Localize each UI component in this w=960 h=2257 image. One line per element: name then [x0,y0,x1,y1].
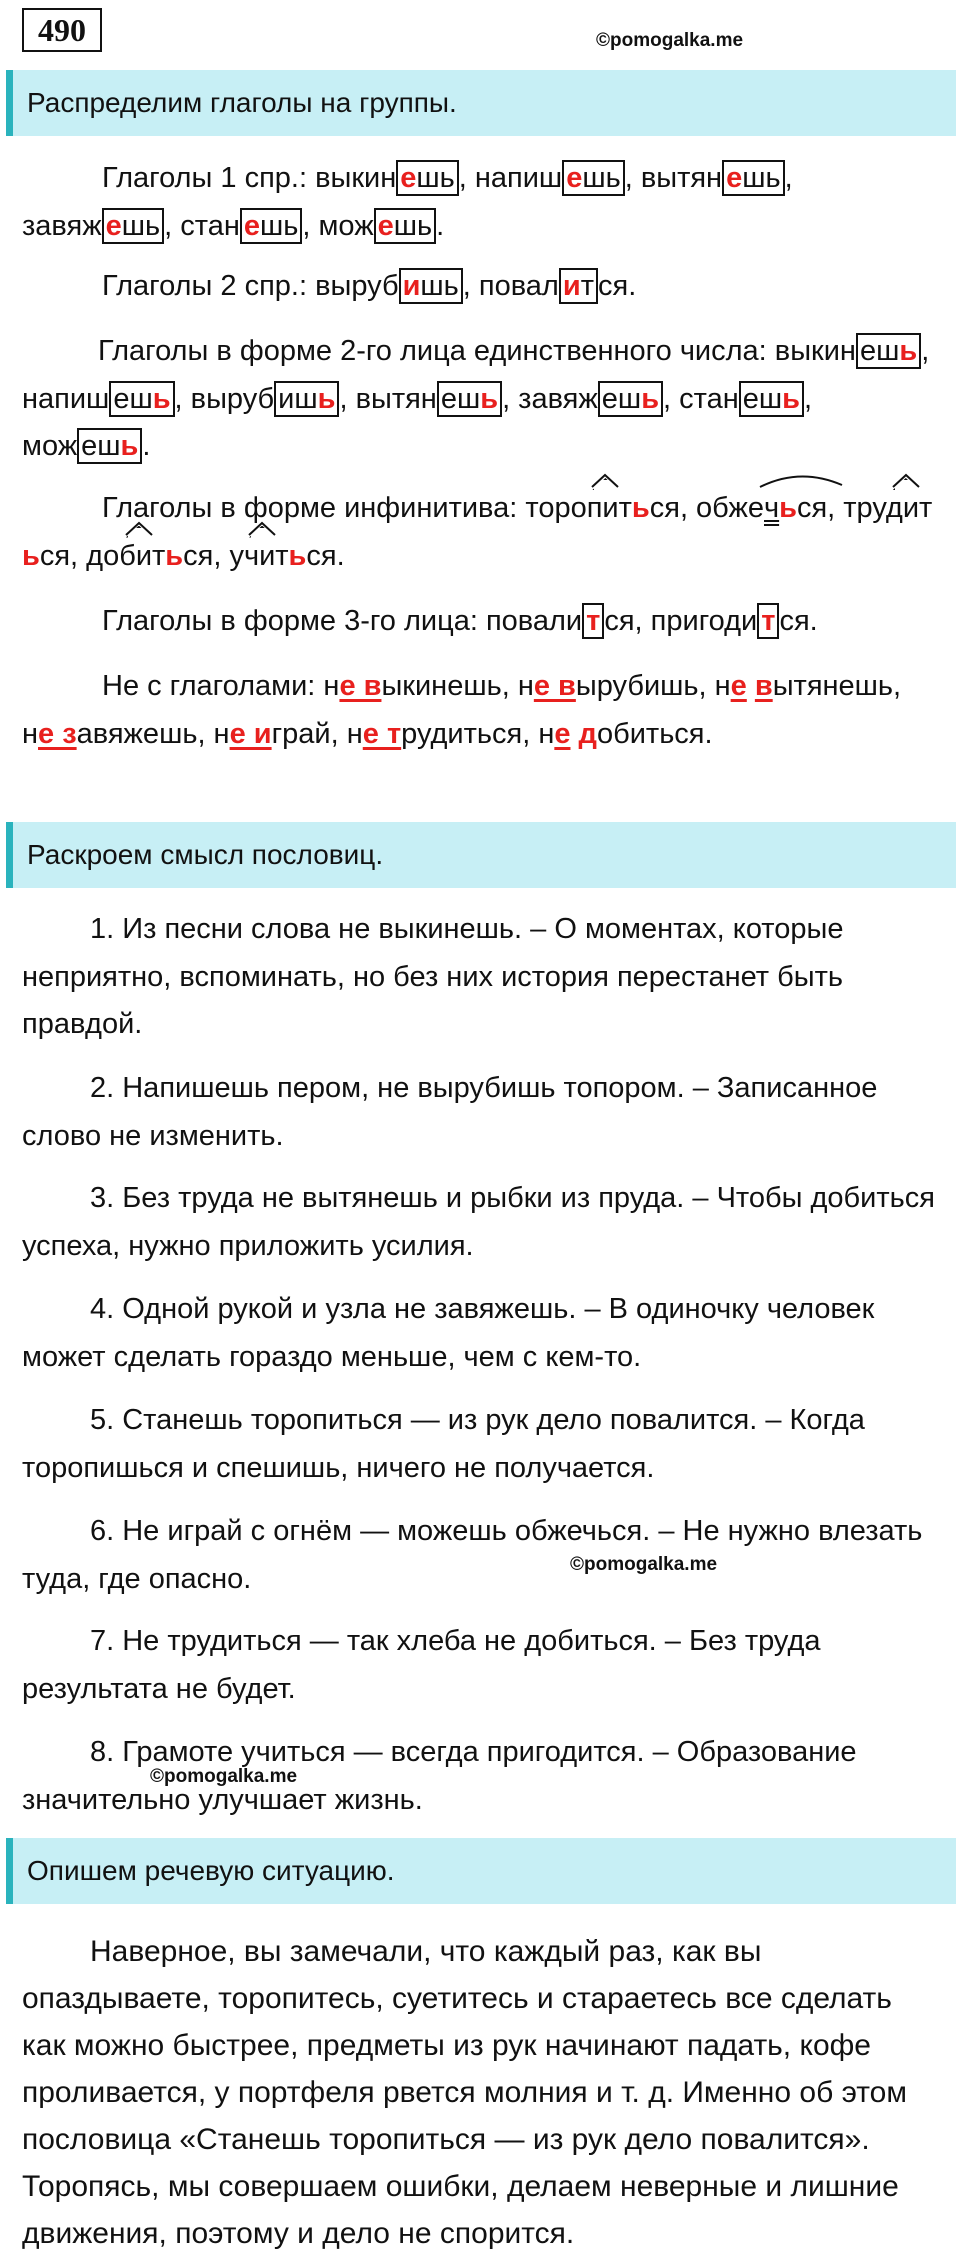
watermark: ©pomogalka.me [596,30,744,51]
proverb-item [22,1286,940,1381]
infinitive-paragraph: Глаголы в форме инфинитива: торопит ься, обжеч ься, трудит ься, добит ься, учит ься. [22,485,940,580]
proverb-text: 2. Напишешь пером, не вырубишь топором. – Записанное слово не изменить. [22,1072,878,1152]
second-person-paragraph: Глаголы в форме 2-го лица единственного числа: выкин ешь , напиш ешь , выруб ишь , вытян ешь , завяж ешь , стан ешь , мож ешь . [22,335,930,462]
section-heading-text: Опишем речевую ситуацию. [27,1855,395,1886]
section-heading-proverbs [6,822,956,888]
infinitive-label: Глаголы в форме инфинитива: [102,492,526,524]
third-person-label: Глаголы в форме 3-го лица: [102,605,486,637]
proverb-text: 4. Одной рукой и узла не завяжешь. – В одиночку человек может сделать гораздо меньше, чем с кем-то. [22,1293,875,1373]
conj2-label: Глаголы 2 спр.: [102,270,316,302]
third-person-paragraph: Глаголы в форме 3-го лица: повали т ся, пригоди т ся. [102,605,818,637]
proverb-text: 3. Без труда не вытянешь и рыбки из пруда. – Чтобы добиться успеха, нужно приложить усилия. [22,1182,935,1262]
conj1-paragraph: Глаголы 1 спр.: выкин ешь , напиш ешь , вытян ешь , завяж ешь , стан ешь , мож ешь . [22,162,793,242]
proverb-text: 6. Не играй с огнём — можешь обжечься. – Не нужно влезать туда, где опасно. [22,1515,923,1595]
proverb-item [22,1065,940,1160]
section-heading-text: Распределим глаголы на группы. [27,87,457,118]
proverb-text: 8. Грамоте учиться — всегда пригодится. – Образование значительно улучшает жизнь. [22,1736,857,1816]
section-heading-situation [6,1838,956,1904]
ne-paragraph: Не с глаголами: не выкинешь, не вырубишь, не вытянешь, не завяжешь, не играй, не трудиться, не добиться. [22,670,902,750]
proverb-text: 1. Из песни слова не выкинешь. – О моментах, которые неприятно, вспоминать, но без них история перестанет быть правдой. [22,913,844,1040]
proverb-text: 7. Не трудиться — так хлеба не добиться. – Без труда результата не будет. [22,1625,821,1705]
section-heading-groups [6,70,956,136]
conj2-paragraph: Глаголы 2 спр.: выруб ишь , повал ит ся. [102,270,637,302]
proverb-text: 5. Станешь торопиться — из рук дело повалится. – Когда торопишься и спешишь, ничего не получается. [22,1404,865,1484]
proverb-item [22,906,940,1049]
proverb-item [22,1508,940,1603]
proverb-item [22,1397,940,1492]
ne-label: Не с глаголами: [102,670,324,702]
second-person-label: Глаголы в форме 2-го лица единственного числа: [98,335,767,367]
section-heading-text: Раскроем смысл пословиц. [27,839,384,870]
exercise-number: 490 [22,8,102,52]
proverb-item [22,1618,940,1713]
situation-paragraph [22,1928,940,2257]
watermark: ©pomogalka.me [570,1554,718,1575]
conj1-label: Глаголы 1 спр.: [102,162,316,194]
watermark: ©pomogalka.me [150,1766,298,1787]
proverb-item [22,1175,940,1270]
situation-text: Наверное, вы замечали, что каждый раз, как вы опаздываете, торопитесь, суетитесь и стараетесь все сделать как можно быстрее, предметы из рук начинают падать, кофе проливается, у портфеля рвется молния и т. д. Именно об этом пословица «Станешь торопиться — из рук дело повалится». Торопясь, мы совершаем ошибки, делаем неверные и лишние движения, поэтому и дело не спорится. [22,1935,907,2250]
